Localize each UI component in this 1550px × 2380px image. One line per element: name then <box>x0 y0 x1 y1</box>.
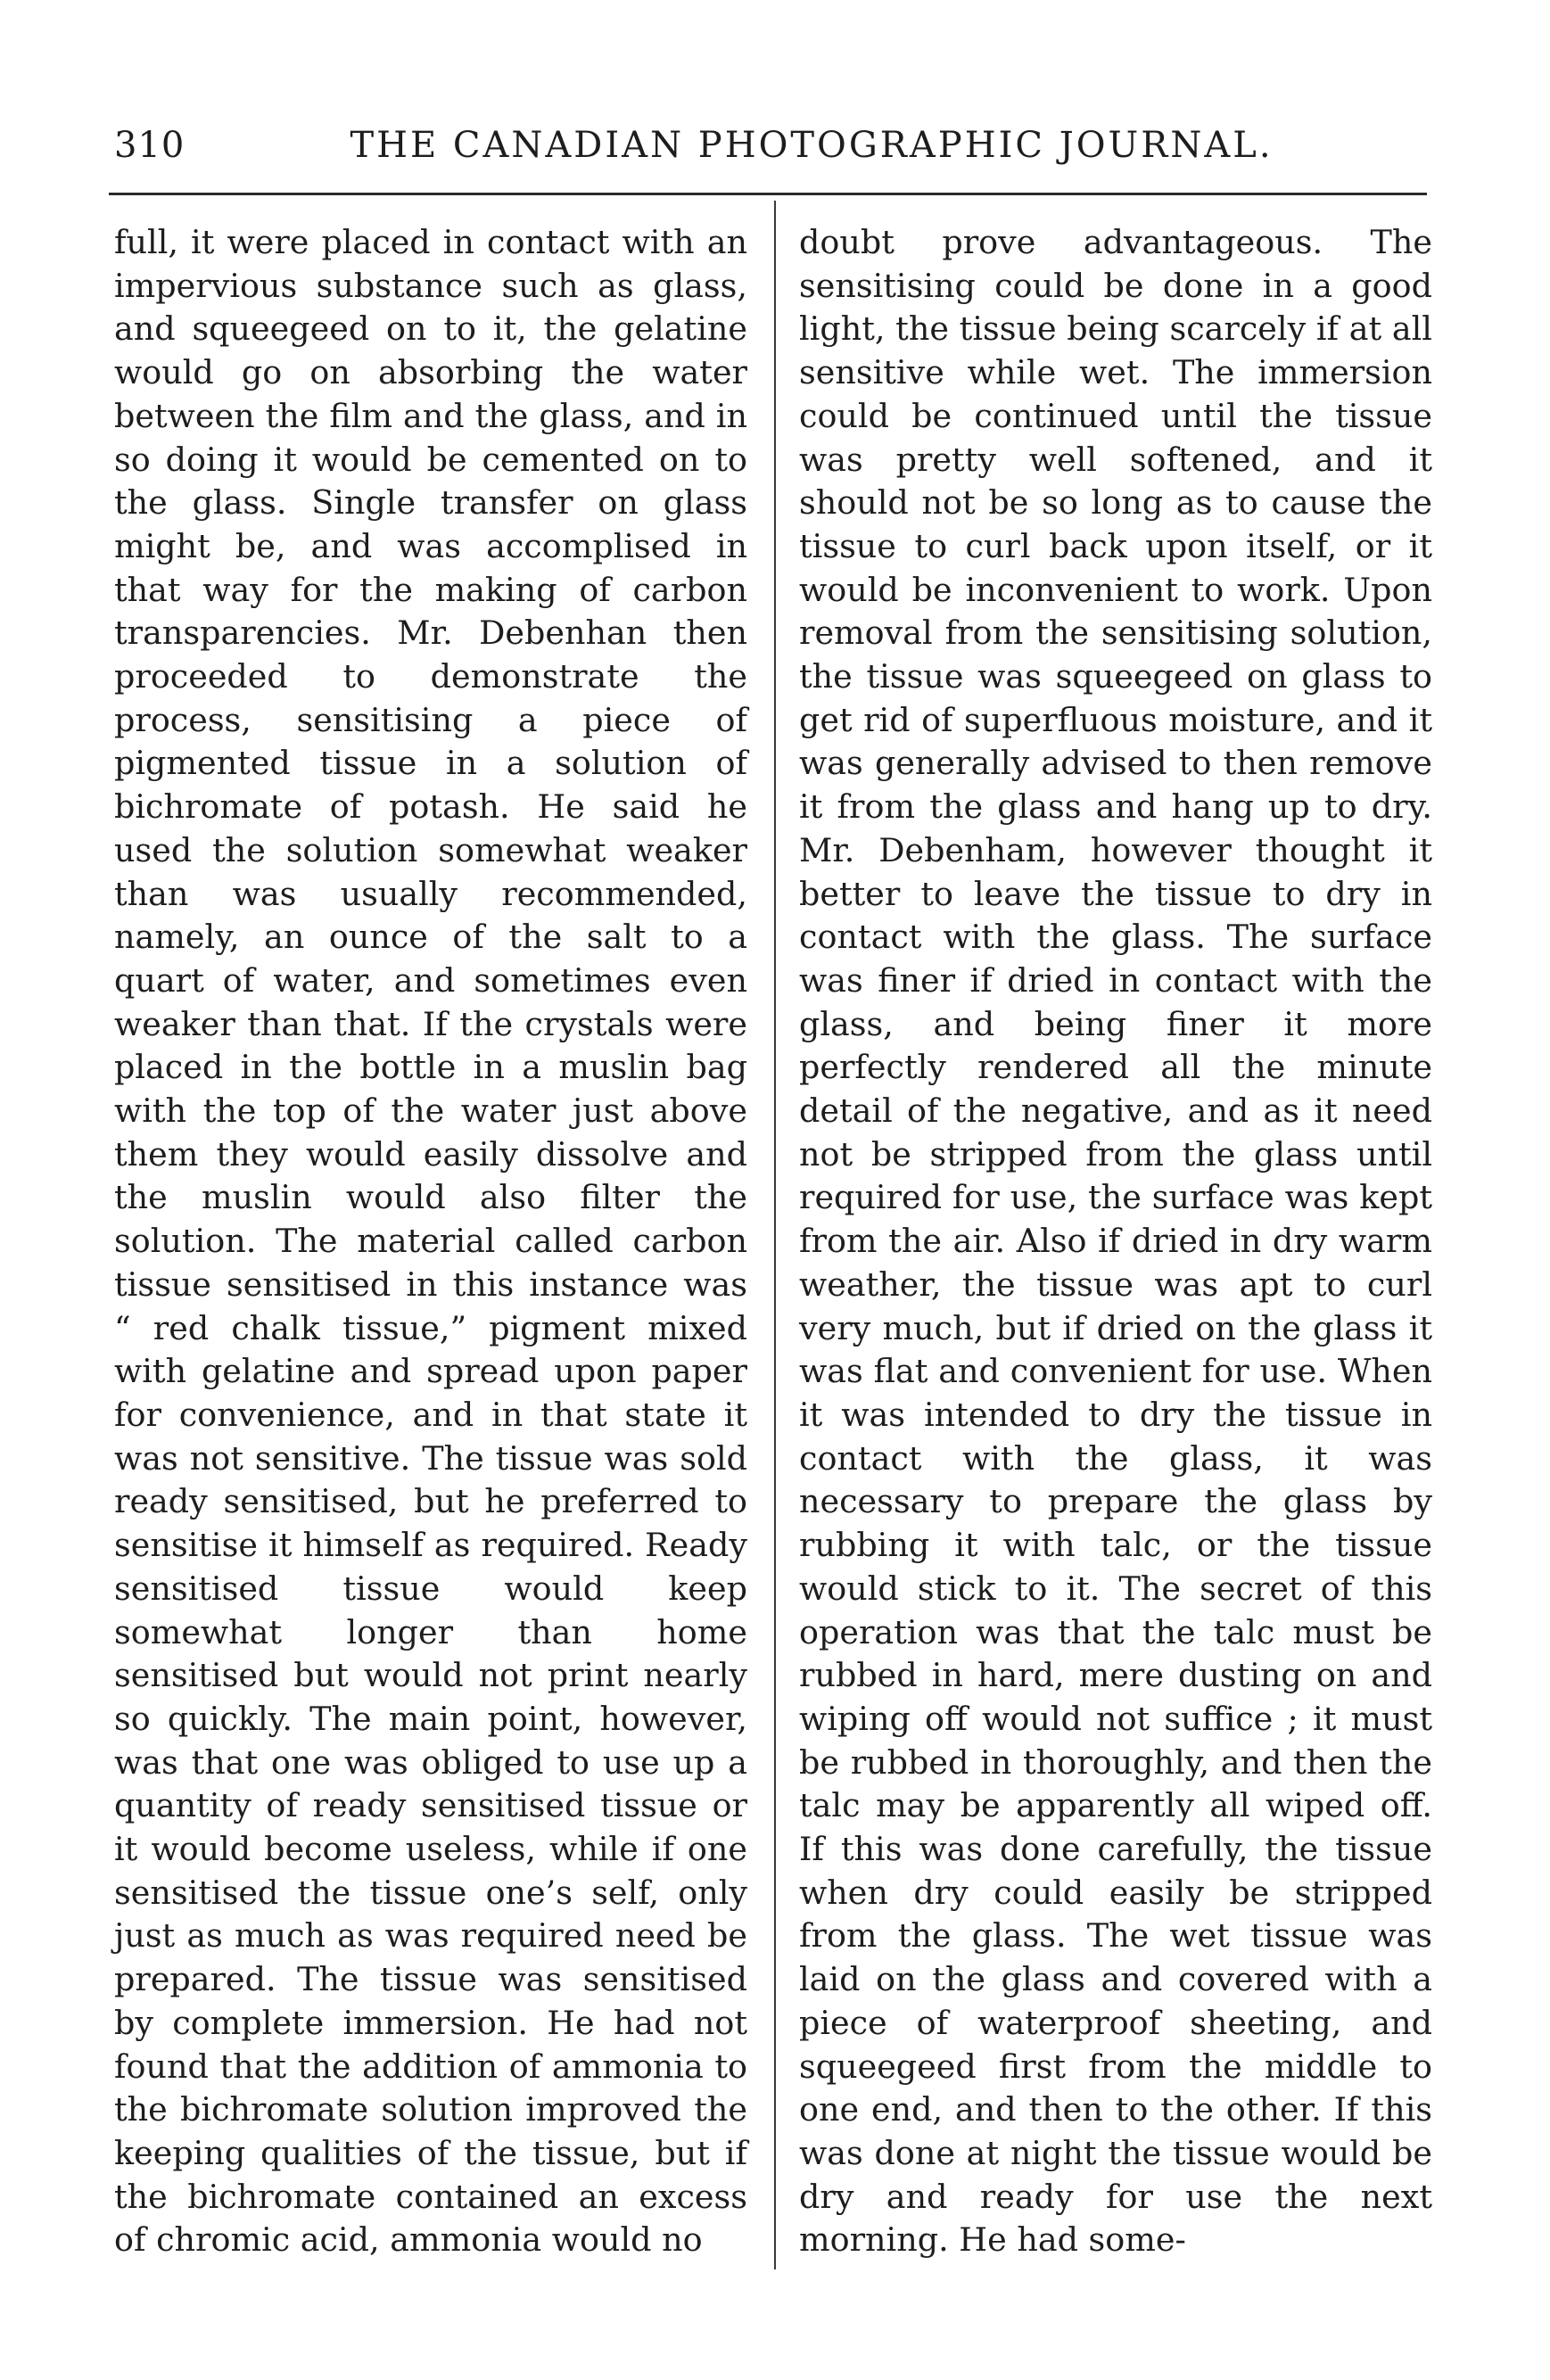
left-column-text: full, it were placed in contact with an impervious substance such as glass, and squeegeed on to it, the gelatine would go on absorbing the water between the film and the glass, and in so doing it would be cemented on to the glass. Single transfer on glass might be, and was accomplised in that way for the making of carbon transparencies. Mr. Debenhan then proceeded to demonstrate the process, sensitising a piece of pigmented tissue in a solution of bichromate of potash. He said he used the solution somewhat weaker than was usually recommended, namely, an ounce of the salt to a quart of water, and sometimes even weaker than that. If the crystals were placed in the bottle in a muslin bag with the top of the water just above them they would easily dissolve and the muslin would also filter the solution. The material called carbon tissue sensitised in this instance was “ red chalk tissue,” pigment mixed with gelatine and spread upon paper for convenience, and in that state it was not sensitive. The tissue was sold ready sensitised, but he preferred to sensitise it himself as required. Ready sensitised tissue would keep somewhat longer than home sensitised but would not print nearly so quickly. The main point, however, was that one was obliged to use up a quantity of ready sensitised tissue or it would become useless, while if one sensitised the tissue one’s self, only just as much as was required need be prepared. The tissue was sensitised by complete immersion. He had not found that the addition of ammonia to the bichromate solution improved the keeping qualities of the tissue, but if the bichromate contained an excess of chromic acid, ammonia would no <box>114 223 747 2260</box>
running-title: THE CANADIAN PHOTOGRAPHIC JOURNAL. <box>350 125 1274 166</box>
right-column-text: doubt prove advantageous. The sensitising could be done in a good light, the tissue being scarcely if at all sensitive while wet. The immersion could be continued until the tissue was pretty well softened, and it should not be so long as to cause the tissue to curl back upon itself, or it would be inconvenient to work. Upon removal from the sensitising solution, the tissue was squeegeed on glass to get rid of superfluous moisture, and it was generally advised to then remove it from the glass and hang up to dry. Mr. Debenham, however thought it better to leave the tissue to dry in contact with the glass. The surface was finer if dried in contact with the glass, and being finer it more perfectly rendered all the minute detail of the negative, and as it need not be stripped from the glass until required for use, the surface was kept from the air. Also if dried in dry warm weather, the tissue was apt to curl very much, but if dried on the glass it was flat and convenient for use. When it was intended to dry the tissue in contact with the glass, it was necessary to prepare the glass by rubbing it with talc, or the tissue would stick to it. The secret of this operation was that the talc must be rubbed in hard, mere dusting on and wiping off would not suffice ; it must be rubbed in thoroughly, and then the talc may be apparently all wiped off. If this was done carefully, the tissue when dry could easily be stripped from the glass. The wet tissue was laid on the glass and covered with a piece of waterproof sheeting, and squeegeed first from the middle to one end, and then to the other. If this was done at night the tissue would be dry and ready for use the next morning. He had some- <box>799 223 1432 2260</box>
column-divider <box>774 201 776 2269</box>
page-number: 310 <box>114 125 186 166</box>
header-rule <box>109 193 1427 195</box>
page-header <box>107 125 1427 187</box>
